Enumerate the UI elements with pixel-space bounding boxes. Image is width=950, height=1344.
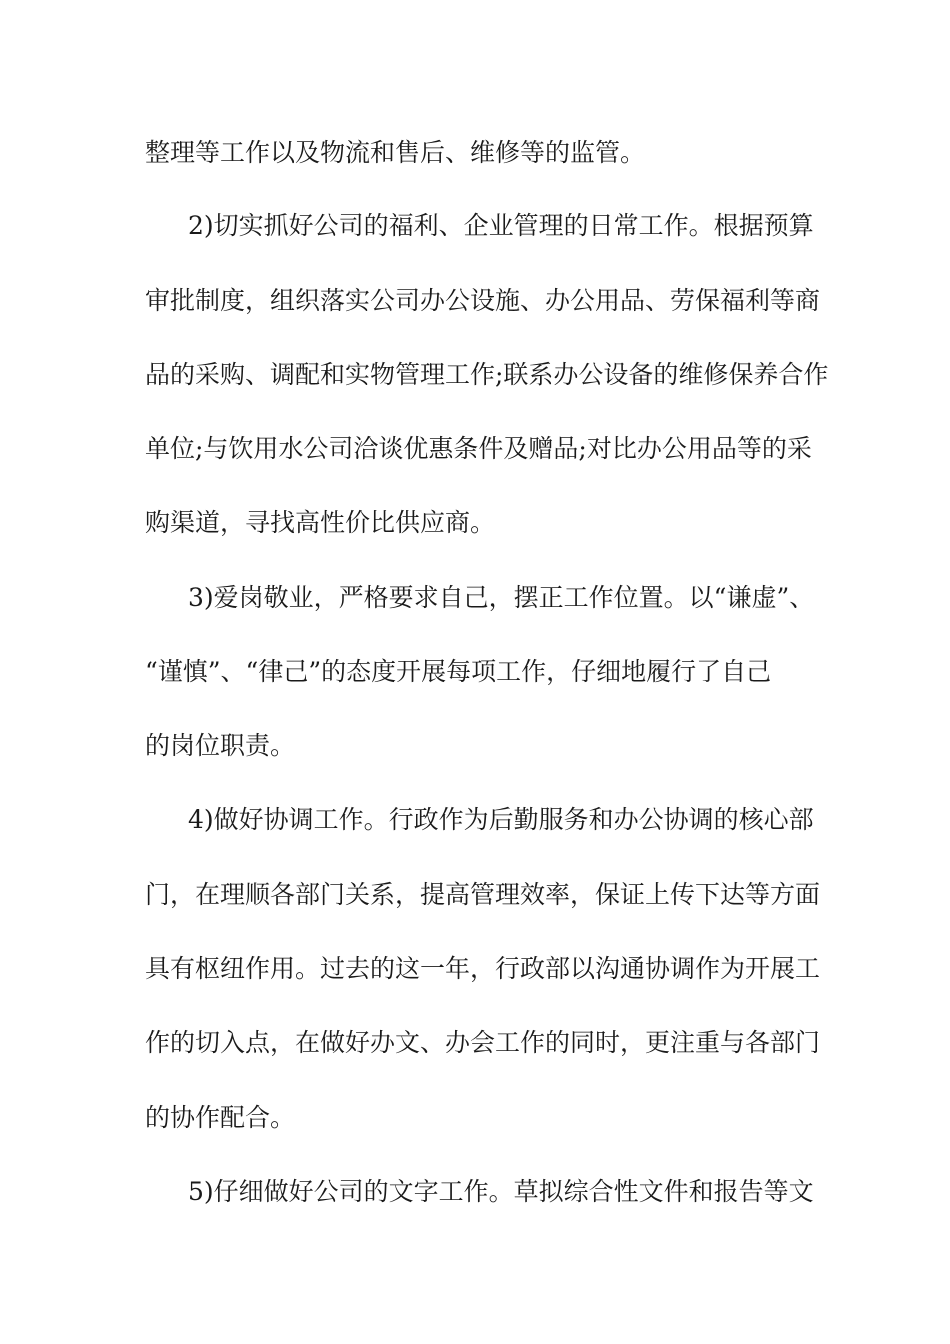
- text-line: 3)爱岗敬业，严格要求自己，摆正工作位置。以“谦虚”、: [188, 583, 815, 612]
- text-line: 整理等工作以及物流和售后、维修等的监管。: [145, 138, 646, 167]
- text-line: 具有枢纽作用。过去的这一年，行政部以沟通协调作为开展工: [145, 954, 821, 983]
- text-line: 门，在理顺各部门关系，提高管理效率，保证上传下达等方面: [145, 880, 821, 909]
- text-line: 品的采购、调配和实物管理工作;联系办公设备的维修保养合作: [145, 360, 829, 389]
- text-line: 2)切实抓好公司的福利、企业管理的日常工作。根据预算: [188, 211, 814, 240]
- text-line: 审批制度，组织落实公司办公设施、办公用品、劳保福利等商: [145, 286, 821, 315]
- text-line: 4)做好协调工作。行政作为后勤服务和办公协调的核心部: [188, 805, 814, 834]
- text-line: 的岗位职责。: [145, 731, 296, 760]
- text-line: 的协作配合。: [145, 1103, 296, 1132]
- text-line: “谨慎”、“律己”的态度开展每项工作，仔细地履行了自己: [145, 657, 772, 686]
- text-line: 5)仔细做好公司的文字工作。草拟综合性文件和报告等文: [188, 1177, 814, 1206]
- text-line: 购渠道，寻找高性价比供应商。: [145, 508, 496, 537]
- text-line: 单位;与饮用水公司洽谈优惠条件及赠品;对比办公用品等的采: [145, 434, 812, 463]
- text-line: 作的切入点，在做好办文、办会工作的同时，更注重与各部门: [145, 1028, 821, 1057]
